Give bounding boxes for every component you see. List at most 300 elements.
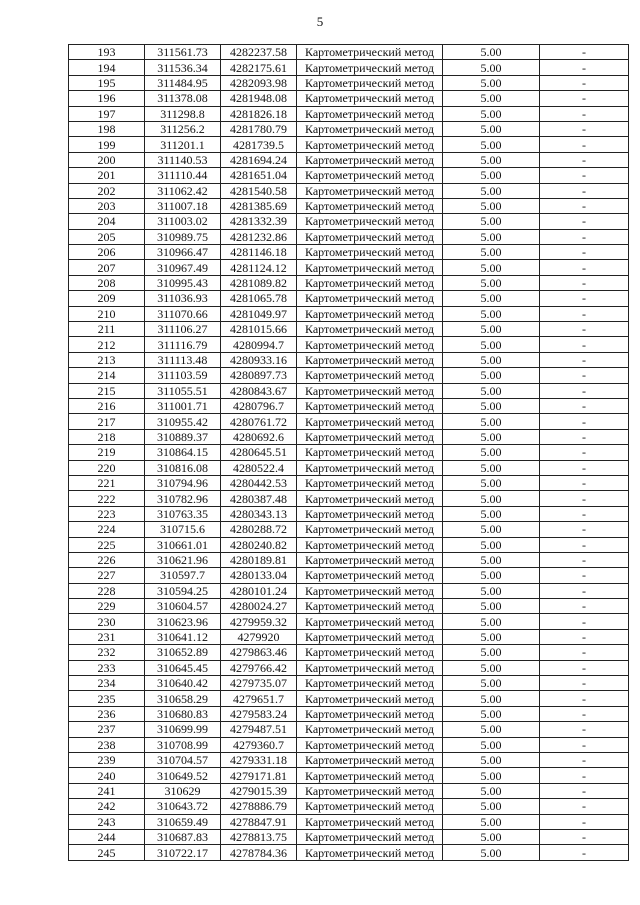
accuracy-cell: 5.00 — [443, 352, 540, 367]
table-row — [69, 845, 629, 860]
note-cell: - — [540, 691, 629, 706]
table-row — [69, 352, 629, 367]
point-number-cell: 243 — [69, 814, 145, 829]
x-coordinate-cell: 310680.83 — [145, 706, 221, 721]
note-cell: - — [540, 568, 629, 583]
note-cell: - — [540, 291, 629, 306]
y-coordinate-cell: 4279331.18 — [221, 752, 297, 767]
table-row — [69, 706, 629, 721]
x-coordinate-cell: 311256.2 — [145, 121, 221, 136]
accuracy-cell: 5.00 — [443, 737, 540, 752]
accuracy-cell: 5.00 — [443, 676, 540, 691]
y-coordinate-cell: 4281780.79 — [221, 121, 297, 136]
table-row — [69, 45, 629, 60]
accuracy-cell: 5.00 — [443, 491, 540, 506]
point-number-cell: 223 — [69, 506, 145, 521]
y-coordinate-cell: 4281948.08 — [221, 91, 297, 106]
accuracy-cell: 5.00 — [443, 291, 540, 306]
table-row — [69, 676, 629, 691]
y-coordinate-cell: 4279583.24 — [221, 706, 297, 721]
method-cell: Картометрический метод — [297, 475, 443, 490]
table-row — [69, 660, 629, 675]
note-cell: - — [540, 337, 629, 352]
y-coordinate-cell: 4280240.82 — [221, 537, 297, 552]
accuracy-cell: 5.00 — [443, 245, 540, 260]
table-row — [69, 60, 629, 75]
y-coordinate-cell: 4280024.27 — [221, 599, 297, 614]
point-number-cell: 229 — [69, 599, 145, 614]
table-row — [69, 614, 629, 629]
x-coordinate-cell: 310640.42 — [145, 676, 221, 691]
accuracy-cell: 5.00 — [443, 475, 540, 490]
x-coordinate-cell: 311298.8 — [145, 106, 221, 121]
accuracy-cell: 5.00 — [443, 552, 540, 567]
point-number-cell: 221 — [69, 475, 145, 490]
x-coordinate-cell: 310782.96 — [145, 491, 221, 506]
note-cell: - — [540, 75, 629, 90]
method-cell: Картометрический метод — [297, 45, 443, 60]
method-cell: Картометрический метод — [297, 445, 443, 460]
note-cell: - — [540, 306, 629, 321]
point-number-cell: 240 — [69, 768, 145, 783]
x-coordinate-cell: 311036.93 — [145, 291, 221, 306]
table-row — [69, 337, 629, 352]
method-cell: Картометрический метод — [297, 137, 443, 152]
point-number-cell: 194 — [69, 60, 145, 75]
point-number-cell: 200 — [69, 152, 145, 167]
point-number-cell: 236 — [69, 706, 145, 721]
method-cell: Картометрический метод — [297, 352, 443, 367]
point-number-cell: 201 — [69, 168, 145, 183]
x-coordinate-cell: 310889.37 — [145, 429, 221, 444]
y-coordinate-cell: 4279959.32 — [221, 614, 297, 629]
point-number-cell: 193 — [69, 45, 145, 60]
point-number-cell: 209 — [69, 291, 145, 306]
method-cell: Картометрический метод — [297, 660, 443, 675]
point-number-cell: 204 — [69, 214, 145, 229]
point-number-cell: 211 — [69, 322, 145, 337]
y-coordinate-cell: 4278847.91 — [221, 814, 297, 829]
note-cell: - — [540, 829, 629, 844]
y-coordinate-cell: 4280101.24 — [221, 583, 297, 598]
note-cell: - — [540, 245, 629, 260]
method-cell: Картометрический метод — [297, 676, 443, 691]
method-cell: Картометрический метод — [297, 106, 443, 121]
x-coordinate-cell: 310621.96 — [145, 552, 221, 567]
method-cell: Картометрический метод — [297, 368, 443, 383]
point-number-cell: 216 — [69, 398, 145, 413]
table-row — [69, 829, 629, 844]
x-coordinate-cell: 311103.59 — [145, 368, 221, 383]
point-number-cell: 213 — [69, 352, 145, 367]
y-coordinate-cell: 4281332.39 — [221, 214, 297, 229]
table-row — [69, 568, 629, 583]
x-coordinate-cell: 310687.83 — [145, 829, 221, 844]
point-number-cell: 227 — [69, 568, 145, 583]
note-cell: - — [540, 629, 629, 644]
method-cell: Картометрический метод — [297, 322, 443, 337]
point-number-cell: 217 — [69, 414, 145, 429]
y-coordinate-cell: 4282237.58 — [221, 45, 297, 60]
accuracy-cell: 5.00 — [443, 568, 540, 583]
y-coordinate-cell: 4279360.7 — [221, 737, 297, 752]
note-cell: - — [540, 183, 629, 198]
y-coordinate-cell: 4281065.78 — [221, 291, 297, 306]
accuracy-cell: 5.00 — [443, 752, 540, 767]
x-coordinate-cell: 310623.96 — [145, 614, 221, 629]
accuracy-cell: 5.00 — [443, 845, 540, 860]
x-coordinate-cell: 310699.99 — [145, 722, 221, 737]
x-coordinate-cell: 310708.99 — [145, 737, 221, 752]
accuracy-cell: 5.00 — [443, 614, 540, 629]
y-coordinate-cell: 4279735.07 — [221, 676, 297, 691]
point-number-cell: 222 — [69, 491, 145, 506]
point-number-cell: 210 — [69, 306, 145, 321]
note-cell: - — [540, 783, 629, 798]
point-number-cell: 215 — [69, 383, 145, 398]
note-cell: - — [540, 676, 629, 691]
point-number-cell: 214 — [69, 368, 145, 383]
table-row — [69, 398, 629, 413]
y-coordinate-cell: 4280761.72 — [221, 414, 297, 429]
note-cell: - — [540, 352, 629, 367]
accuracy-cell: 5.00 — [443, 722, 540, 737]
y-coordinate-cell: 4280442.53 — [221, 475, 297, 490]
method-cell: Картометрический метод — [297, 645, 443, 660]
x-coordinate-cell: 311001.71 — [145, 398, 221, 413]
table-row — [69, 460, 629, 475]
method-cell: Картометрический метод — [297, 337, 443, 352]
table-row — [69, 91, 629, 106]
table-row — [69, 137, 629, 152]
x-coordinate-cell: 310816.08 — [145, 460, 221, 475]
y-coordinate-cell: 4280522.4 — [221, 460, 297, 475]
y-coordinate-cell: 4280288.72 — [221, 522, 297, 537]
x-coordinate-cell: 310641.12 — [145, 629, 221, 644]
y-coordinate-cell: 4278886.79 — [221, 799, 297, 814]
y-coordinate-cell: 4278784.36 — [221, 845, 297, 860]
note-cell: - — [540, 260, 629, 275]
x-coordinate-cell: 311561.73 — [145, 45, 221, 60]
table-row — [69, 152, 629, 167]
y-coordinate-cell: 4280645.51 — [221, 445, 297, 460]
point-number-cell: 232 — [69, 645, 145, 660]
table-row — [69, 214, 629, 229]
point-number-cell: 206 — [69, 245, 145, 260]
point-number-cell: 231 — [69, 629, 145, 644]
note-cell: - — [540, 845, 629, 860]
note-cell: - — [540, 383, 629, 398]
y-coordinate-cell: 4279766.42 — [221, 660, 297, 675]
point-number-cell: 219 — [69, 445, 145, 460]
accuracy-cell: 5.00 — [443, 260, 540, 275]
method-cell: Картометрический метод — [297, 260, 443, 275]
table-row — [69, 752, 629, 767]
accuracy-cell: 5.00 — [443, 629, 540, 644]
method-cell: Картометрический метод — [297, 168, 443, 183]
note-cell: - — [540, 475, 629, 490]
accuracy-cell: 5.00 — [443, 198, 540, 213]
point-number-cell: 207 — [69, 260, 145, 275]
method-cell: Картометрический метод — [297, 768, 443, 783]
point-number-cell: 235 — [69, 691, 145, 706]
accuracy-cell: 5.00 — [443, 214, 540, 229]
y-coordinate-cell: 4280133.04 — [221, 568, 297, 583]
note-cell: - — [540, 552, 629, 567]
accuracy-cell: 5.00 — [443, 383, 540, 398]
point-number-cell: 234 — [69, 676, 145, 691]
table-row — [69, 106, 629, 121]
y-coordinate-cell: 4281651.04 — [221, 168, 297, 183]
method-cell: Картометрический метод — [297, 752, 443, 767]
table-row — [69, 475, 629, 490]
y-coordinate-cell: 4278813.75 — [221, 829, 297, 844]
point-number-cell: 226 — [69, 552, 145, 567]
method-cell: Картометрический метод — [297, 599, 443, 614]
table-row — [69, 306, 629, 321]
accuracy-cell: 5.00 — [443, 168, 540, 183]
coordinates-table — [68, 44, 629, 861]
accuracy-cell: 5.00 — [443, 121, 540, 136]
method-cell: Картометрический метод — [297, 799, 443, 814]
table-row — [69, 275, 629, 290]
method-cell: Картометрический метод — [297, 60, 443, 75]
accuracy-cell: 5.00 — [443, 691, 540, 706]
method-cell: Картометрический метод — [297, 275, 443, 290]
method-cell: Картометрический метод — [297, 460, 443, 475]
note-cell: - — [540, 722, 629, 737]
table-row — [69, 691, 629, 706]
note-cell: - — [540, 91, 629, 106]
x-coordinate-cell: 310594.25 — [145, 583, 221, 598]
accuracy-cell: 5.00 — [443, 337, 540, 352]
accuracy-cell: 5.00 — [443, 429, 540, 444]
x-coordinate-cell: 310597.7 — [145, 568, 221, 583]
y-coordinate-cell: 4280796.7 — [221, 398, 297, 413]
method-cell: Картометрический метод — [297, 398, 443, 413]
x-coordinate-cell: 311113.48 — [145, 352, 221, 367]
note-cell: - — [540, 737, 629, 752]
point-number-cell: 208 — [69, 275, 145, 290]
y-coordinate-cell: 4280343.13 — [221, 506, 297, 521]
y-coordinate-cell: 4281540.58 — [221, 183, 297, 198]
note-cell: - — [540, 229, 629, 244]
x-coordinate-cell: 311055.51 — [145, 383, 221, 398]
note-cell: - — [540, 814, 629, 829]
accuracy-cell: 5.00 — [443, 75, 540, 90]
method-cell: Картометрический метод — [297, 414, 443, 429]
accuracy-cell: 5.00 — [443, 60, 540, 75]
accuracy-cell: 5.00 — [443, 783, 540, 798]
x-coordinate-cell: 311201.1 — [145, 137, 221, 152]
method-cell: Картометрический метод — [297, 614, 443, 629]
point-number-cell: 239 — [69, 752, 145, 767]
y-coordinate-cell: 4280387.48 — [221, 491, 297, 506]
x-coordinate-cell: 311484.95 — [145, 75, 221, 90]
point-number-cell: 244 — [69, 829, 145, 844]
coordinates-table-body — [69, 45, 629, 861]
table-row — [69, 537, 629, 552]
method-cell: Картометрический метод — [297, 152, 443, 167]
accuracy-cell: 5.00 — [443, 537, 540, 552]
method-cell: Картометрический метод — [297, 121, 443, 136]
note-cell: - — [540, 414, 629, 429]
accuracy-cell: 5.00 — [443, 660, 540, 675]
table-row — [69, 583, 629, 598]
note-cell: - — [540, 398, 629, 413]
note-cell: - — [540, 537, 629, 552]
page-number: 5 — [316, 14, 324, 29]
table-row — [69, 229, 629, 244]
accuracy-cell: 5.00 — [443, 814, 540, 829]
point-number-cell: 241 — [69, 783, 145, 798]
accuracy-cell: 5.00 — [443, 91, 540, 106]
point-number-cell: 197 — [69, 106, 145, 121]
x-coordinate-cell: 310794.96 — [145, 475, 221, 490]
x-coordinate-cell: 310989.75 — [145, 229, 221, 244]
note-cell: - — [540, 322, 629, 337]
note-cell: - — [540, 445, 629, 460]
y-coordinate-cell: 4281232.86 — [221, 229, 297, 244]
method-cell: Картометрический метод — [297, 198, 443, 213]
table-row — [69, 383, 629, 398]
table-row — [69, 799, 629, 814]
accuracy-cell: 5.00 — [443, 45, 540, 60]
point-number-cell: 196 — [69, 91, 145, 106]
table-row — [69, 414, 629, 429]
point-number-cell: 238 — [69, 737, 145, 752]
method-cell: Картометрический метод — [297, 291, 443, 306]
point-number-cell: 224 — [69, 522, 145, 537]
accuracy-cell: 5.00 — [443, 152, 540, 167]
note-cell: - — [540, 706, 629, 721]
method-cell: Картометрический метод — [297, 491, 443, 506]
note-cell: - — [540, 137, 629, 152]
x-coordinate-cell: 310967.49 — [145, 260, 221, 275]
x-coordinate-cell: 310722.17 — [145, 845, 221, 860]
point-number-cell: 242 — [69, 799, 145, 814]
note-cell: - — [540, 599, 629, 614]
x-coordinate-cell: 310955.42 — [145, 414, 221, 429]
table-row — [69, 291, 629, 306]
note-cell: - — [540, 275, 629, 290]
accuracy-cell: 5.00 — [443, 398, 540, 413]
y-coordinate-cell: 4281146.18 — [221, 245, 297, 260]
table-row — [69, 121, 629, 136]
method-cell: Картометрический метод — [297, 829, 443, 844]
accuracy-cell: 5.00 — [443, 275, 540, 290]
accuracy-cell: 5.00 — [443, 368, 540, 383]
point-number-cell: 199 — [69, 137, 145, 152]
y-coordinate-cell: 4281124.12 — [221, 260, 297, 275]
x-coordinate-cell: 311116.79 — [145, 337, 221, 352]
method-cell: Картометрический метод — [297, 552, 443, 567]
table-row — [69, 768, 629, 783]
note-cell: - — [540, 768, 629, 783]
method-cell: Картометрический метод — [297, 629, 443, 644]
method-cell: Картометрический метод — [297, 306, 443, 321]
note-cell: - — [540, 198, 629, 213]
x-coordinate-cell: 311106.27 — [145, 322, 221, 337]
x-coordinate-cell: 310645.45 — [145, 660, 221, 675]
method-cell: Картометрический метод — [297, 522, 443, 537]
accuracy-cell: 5.00 — [443, 414, 540, 429]
table-row — [69, 599, 629, 614]
method-cell: Картометрический метод — [297, 183, 443, 198]
note-cell: - — [540, 614, 629, 629]
point-number-cell: 228 — [69, 583, 145, 598]
x-coordinate-cell: 311140.53 — [145, 152, 221, 167]
accuracy-cell: 5.00 — [443, 799, 540, 814]
x-coordinate-cell: 310715.6 — [145, 522, 221, 537]
y-coordinate-cell: 4281694.24 — [221, 152, 297, 167]
y-coordinate-cell: 4281385.69 — [221, 198, 297, 213]
method-cell: Картометрический метод — [297, 229, 443, 244]
accuracy-cell: 5.00 — [443, 768, 540, 783]
x-coordinate-cell: 310995.43 — [145, 275, 221, 290]
note-cell: - — [540, 460, 629, 475]
y-coordinate-cell: 4280843.67 — [221, 383, 297, 398]
note-cell: - — [540, 121, 629, 136]
note-cell: - — [540, 429, 629, 444]
x-coordinate-cell: 310704.57 — [145, 752, 221, 767]
method-cell: Картометрический метод — [297, 537, 443, 552]
x-coordinate-cell: 310966.47 — [145, 245, 221, 260]
table-row — [69, 368, 629, 383]
point-number-cell: 212 — [69, 337, 145, 352]
x-coordinate-cell: 311110.44 — [145, 168, 221, 183]
y-coordinate-cell: 4280994.7 — [221, 337, 297, 352]
accuracy-cell: 5.00 — [443, 583, 540, 598]
note-cell: - — [540, 368, 629, 383]
accuracy-cell: 5.00 — [443, 460, 540, 475]
y-coordinate-cell: 4282175.61 — [221, 60, 297, 75]
table-row — [69, 722, 629, 737]
x-coordinate-cell: 310643.72 — [145, 799, 221, 814]
y-coordinate-cell: 4281089.82 — [221, 275, 297, 290]
accuracy-cell: 5.00 — [443, 506, 540, 521]
table-row — [69, 737, 629, 752]
x-coordinate-cell: 310864.15 — [145, 445, 221, 460]
point-number-cell: 202 — [69, 183, 145, 198]
method-cell: Картометрический метод — [297, 722, 443, 737]
method-cell: Картометрический метод — [297, 91, 443, 106]
method-cell: Картометрический метод — [297, 568, 443, 583]
table-row — [69, 491, 629, 506]
method-cell: Картометрический метод — [297, 383, 443, 398]
point-number-cell: 237 — [69, 722, 145, 737]
x-coordinate-cell: 310659.49 — [145, 814, 221, 829]
table-row — [69, 183, 629, 198]
accuracy-cell: 5.00 — [443, 306, 540, 321]
table-row — [69, 506, 629, 521]
accuracy-cell: 5.00 — [443, 322, 540, 337]
accuracy-cell: 5.00 — [443, 229, 540, 244]
y-coordinate-cell: 4281739.5 — [221, 137, 297, 152]
note-cell: - — [540, 583, 629, 598]
y-coordinate-cell: 4281826.18 — [221, 106, 297, 121]
note-cell: - — [540, 799, 629, 814]
table-row — [69, 783, 629, 798]
x-coordinate-cell: 311070.66 — [145, 306, 221, 321]
table-row — [69, 445, 629, 460]
method-cell: Картометрический метод — [297, 691, 443, 706]
x-coordinate-cell: 311378.08 — [145, 91, 221, 106]
note-cell: - — [540, 214, 629, 229]
y-coordinate-cell: 4281049.97 — [221, 306, 297, 321]
method-cell: Картометрический метод — [297, 583, 443, 598]
table-row — [69, 168, 629, 183]
